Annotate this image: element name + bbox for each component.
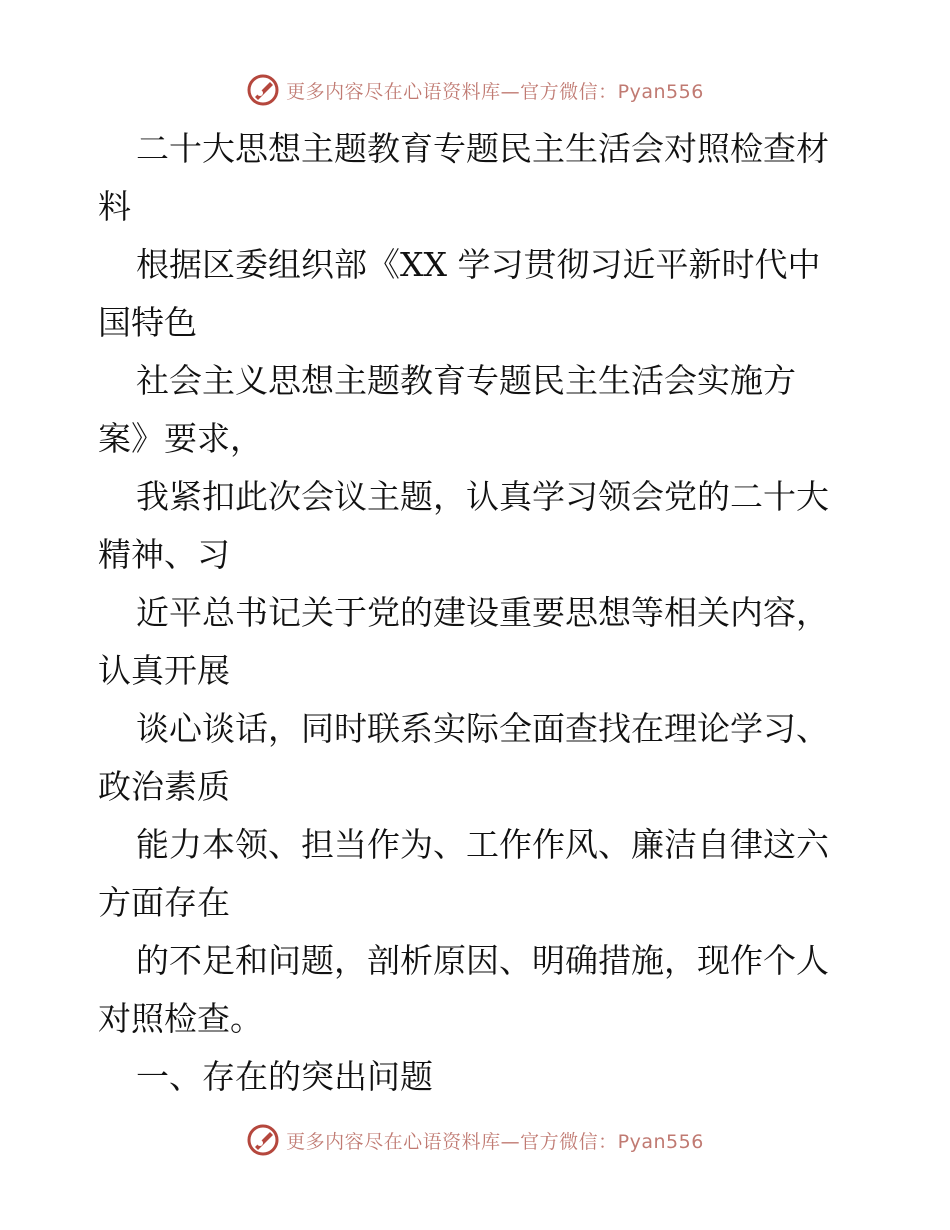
section-heading: 一、存在的突出问题 <box>136 1057 433 1096</box>
paragraph-line: 政治素质 <box>98 767 230 806</box>
paragraph-line: 近平总书记关于党的建设重要思想等相关内容， <box>136 593 829 632</box>
paragraph-line: 方面存在 <box>98 883 230 922</box>
document-body <box>98 120 858 1106</box>
paragraph-line: 对照检查。 <box>98 999 263 1038</box>
paragraph-line: 精神、习 <box>98 535 230 574</box>
watermark-text: 更多内容尽在心语资料库—官方微信：Pyan556 <box>286 1130 704 1153</box>
footer-watermark <box>0 1120 950 1160</box>
paragraph-line: 认真开展 <box>98 651 230 690</box>
watermark-text: 更多内容尽在心语资料库—官方微信：Pyan556 <box>286 80 704 103</box>
title-line-1: 二十大思想主题教育专题民主生活会对照检查材 <box>136 129 829 168</box>
title-line-2: 料 <box>98 187 131 226</box>
paragraph-line: 的不足和问题，剖析原因、明确措施，现作个人 <box>136 941 829 980</box>
paragraph-line: 国特色 <box>98 303 197 342</box>
header-watermark <box>0 70 950 110</box>
paragraph-line: 案》要求， <box>98 419 263 458</box>
paragraph-line: 根据区委组织部《XX 学习贯彻习近平新时代中 <box>136 245 821 284</box>
paragraph-line: 社会主义思想主题教育专题民主生活会实施方 <box>136 361 796 400</box>
paragraph-line: 能力本领、担当作为、工作作风、廉洁自律这六 <box>136 825 829 864</box>
paragraph-line: 谈心谈话，同时联系实际全面查找在理论学习、 <box>136 709 829 748</box>
paragraph-line: 我紧扣此次会议主题，认真学习领会党的二十大 <box>136 477 829 516</box>
quill-seal-icon <box>246 73 280 107</box>
quill-seal-icon <box>246 1123 280 1157</box>
